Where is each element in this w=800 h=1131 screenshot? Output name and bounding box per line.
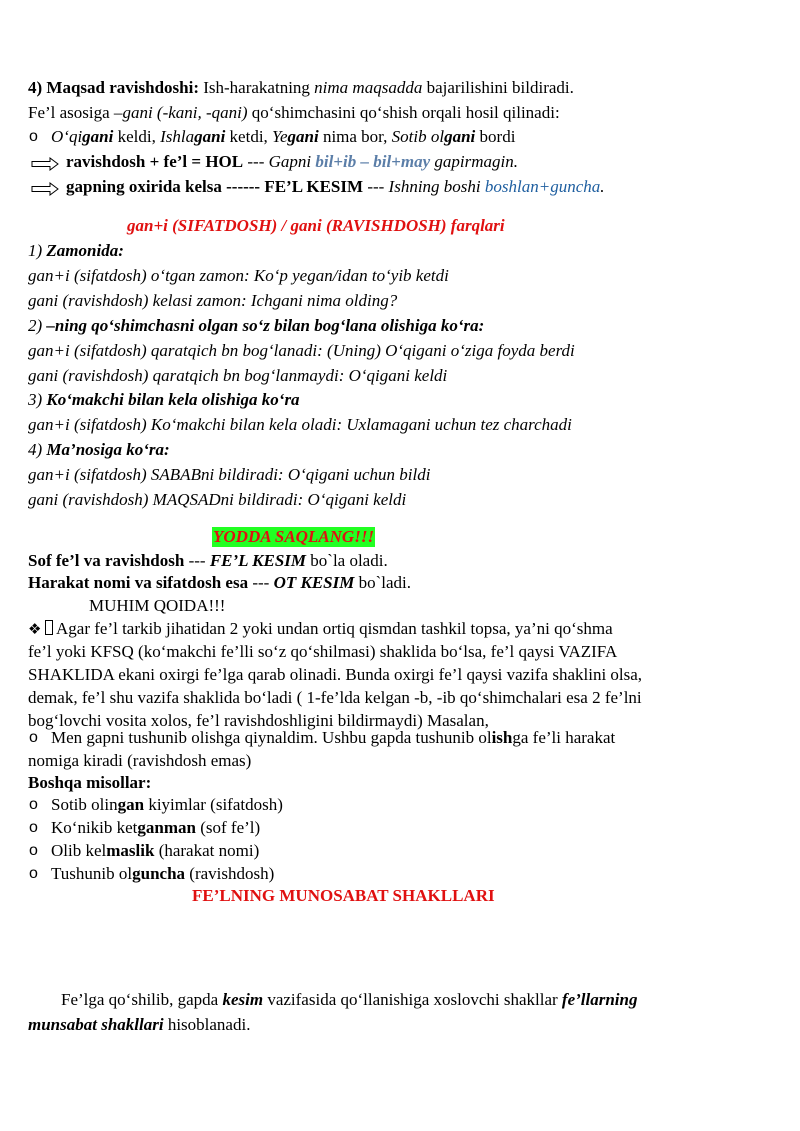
farq-line: gan+i (sifatdosh) o‘tgan zamon: Ko‘p yegan/idan to‘yib ketdi [28,266,449,285]
text: 4) [28,440,47,459]
text: 2) [28,316,47,335]
text: Harakat nomi va sifatdosh esa [28,573,249,592]
rule-formula: ravishdosh + fe’l = HOL [66,152,244,171]
text: gani (-kani, -qani) [122,103,248,122]
text: gan [117,795,145,814]
rule-hol [66,151,518,173]
rule-paragraph-line: bog‘lovchi vosita xolos, fe’l ravishdoshligini bildirmaydi) Masalan, [28,711,489,730]
farq-heading-3 [28,389,300,411]
text: bo`ladi. [354,573,411,592]
farq-heading-1 [28,240,124,262]
missing-glyph-icon [45,620,53,635]
yodda-line-2 [28,572,411,594]
text: Gapni [268,152,316,171]
diamond-bullet-icon: ❖ [28,620,42,638]
text: Ishning boshi [388,177,485,196]
text: Ko‘makchi bilan kela olishiga ko‘ra [46,390,300,409]
text: 1) [28,241,47,260]
yodda-line-1 [28,550,388,572]
rule-paragraph-line: SHAKLIDA ekani oxirgi fe’lga qarab olinadi. Bunda oxirgi fe’l qaysi vazifa shaklini olsa, [28,665,643,684]
text: (sof fe’l) [195,818,261,837]
text: ish [491,728,513,747]
example-suffix: gani [82,127,114,146]
text: 3) [28,390,47,409]
text: Fe’l asosiga – [28,103,123,122]
maqsad-title-line [28,77,574,99]
example-part: Sotib ol [391,127,445,146]
text: bo`la oladi. [306,551,388,570]
text: (harakat nomi) [154,841,260,860]
text: Tushunib ol [51,864,133,883]
example-line-cont: nomiga kiradi (ravishdosh emas) [28,751,252,770]
circle-bullet-icon: o [29,796,38,813]
munosabat-line-1 [61,989,637,1011]
text: Men gapni tushunib olishga qiynaldim. Ushbu gapda tushunib ol [51,728,492,747]
example-suffix: gani [194,127,226,146]
arrow-right-icon [31,157,59,171]
text: . [600,177,605,196]
farq-line: gan+i (sifatdosh) SABABni bildiradi: O‘qigani uchun bildi [28,465,431,484]
example-part: O‘qi [51,127,83,146]
text: nima maqsadda [314,78,423,97]
text: --- [184,551,210,570]
text: ganman [137,818,196,837]
maqsad-title: 4) Maqsad ravishdoshi: [28,78,199,97]
text: Ko‘nikib ket [51,818,138,837]
circle-bullet-icon: o [29,842,38,859]
example-part: Ye [272,127,288,146]
circle-bullet-icon: o [29,819,38,836]
maqsad-line2 [28,102,560,124]
rule-formula: gapning oxirida kelsa ------ FE’L KESIM [66,177,364,196]
example-part: bordi [475,127,516,146]
text: hisoblanadi. [163,1015,251,1034]
example-part: Ishla [160,127,195,146]
text: (ravishdosh) [185,864,275,883]
farq-line: gan+i (sifatdosh) qaratqich bn bog‘lanadi: (Uning) O‘qigani o‘ziga foyda berdi [28,341,575,360]
rule-paragraph-line: demak, fe’l shu vazifa shaklida bo‘ladi ( 1-fe’lda kelgan -b, -ib qo‘shimchalari esa 2 fe’lni [28,688,642,707]
example-part: ketdi, [225,127,273,146]
circle-bullet-icon: o [29,128,38,145]
boshqa-heading: Boshqa misollar: [28,773,152,792]
farq-heading-2 [28,315,484,337]
text: Sof fe’l va ravishdosh [28,551,185,570]
highlight-example: bil+ib – bil+may [315,152,431,171]
list-item [51,840,259,862]
yodda-label: YODDA SAQLANG!!! [213,527,375,546]
text: Ish-harakatning [198,78,315,97]
highlight-example: boshlan+guncha [484,177,601,196]
rule-paragraph-line: Agar fe’l tarkib jihatidan 2 yoki undan ortiq qismdan tashkil topsa, ya’ni qo‘shma [56,619,613,638]
farq-line: gani (ravishdosh) MAQSADni bildiradi: O‘qigani keldi [28,490,407,509]
text: kesim [222,990,264,1009]
maqsad-examples [51,126,515,148]
farq-heading-4 [28,439,170,461]
text: --- [243,152,269,171]
text: Ma’nosiga ko‘ra: [46,440,170,459]
farq-line: gani (ravishdosh) kelasi zamon: Ichgani nima olding? [28,291,398,310]
example-line [51,727,615,749]
munosabat-line-2 [28,1014,250,1036]
text: Olib kel [51,841,107,860]
farq-line: gani (ravishdosh) qaratqich bn bog‘lanmaydi: O‘qigani keldi [28,366,448,385]
text: bajarilishini bildiradi. [422,78,574,97]
text: fe’llarning [561,990,638,1009]
text: –ning qo‘shimchasni olgan so‘z bilan bog‘lana olishiga ko‘ra: [46,316,485,335]
example-part: keldi, [113,127,161,146]
text: OT KESIM [273,573,355,592]
example-suffix: gani [287,127,319,146]
arrow-right-icon [31,182,59,196]
munosabat-title: FE’LNING MUNOSABAT SHAKLLARI [192,886,495,905]
muhim-qoida: MUHIM QOIDA!!! [89,596,226,615]
circle-bullet-icon: o [29,729,38,746]
text: Sotib olin [51,795,118,814]
text: Zamonida: [46,241,124,260]
text: gapirmagin. [430,152,518,171]
text: ga fe’li harakat [512,728,616,747]
text: qo‘shimchasini qo‘shish orqali hosil qilinadi: [247,103,560,122]
rule-kesim [66,176,605,198]
farq-title: gan+i (SIFATDOSH) / gani (RAVISHDOSH) farqlari [127,216,505,235]
list-item [51,817,260,839]
text: munsabat shakllari [28,1015,164,1034]
text: guncha [132,864,186,883]
text: maslik [106,841,155,860]
text: Fe’lga qo‘shilib, gapda [61,990,223,1009]
farq-line: gan+i (sifatdosh) Ko‘makchi bilan kela oladi: Uxlamagani uchun tez charchadi [28,415,572,434]
text: FE’L KESIM [209,551,307,570]
list-item [51,794,283,816]
circle-bullet-icon: o [29,865,38,882]
text: kiyimlar (sifatdosh) [144,795,283,814]
text: vazifasida qo‘llanishiga xoslovchi shakllar [263,990,562,1009]
example-suffix: gani [444,127,476,146]
text: --- [248,573,274,592]
list-item [51,863,274,885]
rule-paragraph-line: fe’l yoki KFSQ (ko‘makchi fe’lli so‘z qo‘shilmasi) shaklida bo‘lsa, fe’l qaysi VAZIFA [28,642,618,661]
text: --- [363,177,389,196]
example-part: nima bor, [318,127,392,146]
